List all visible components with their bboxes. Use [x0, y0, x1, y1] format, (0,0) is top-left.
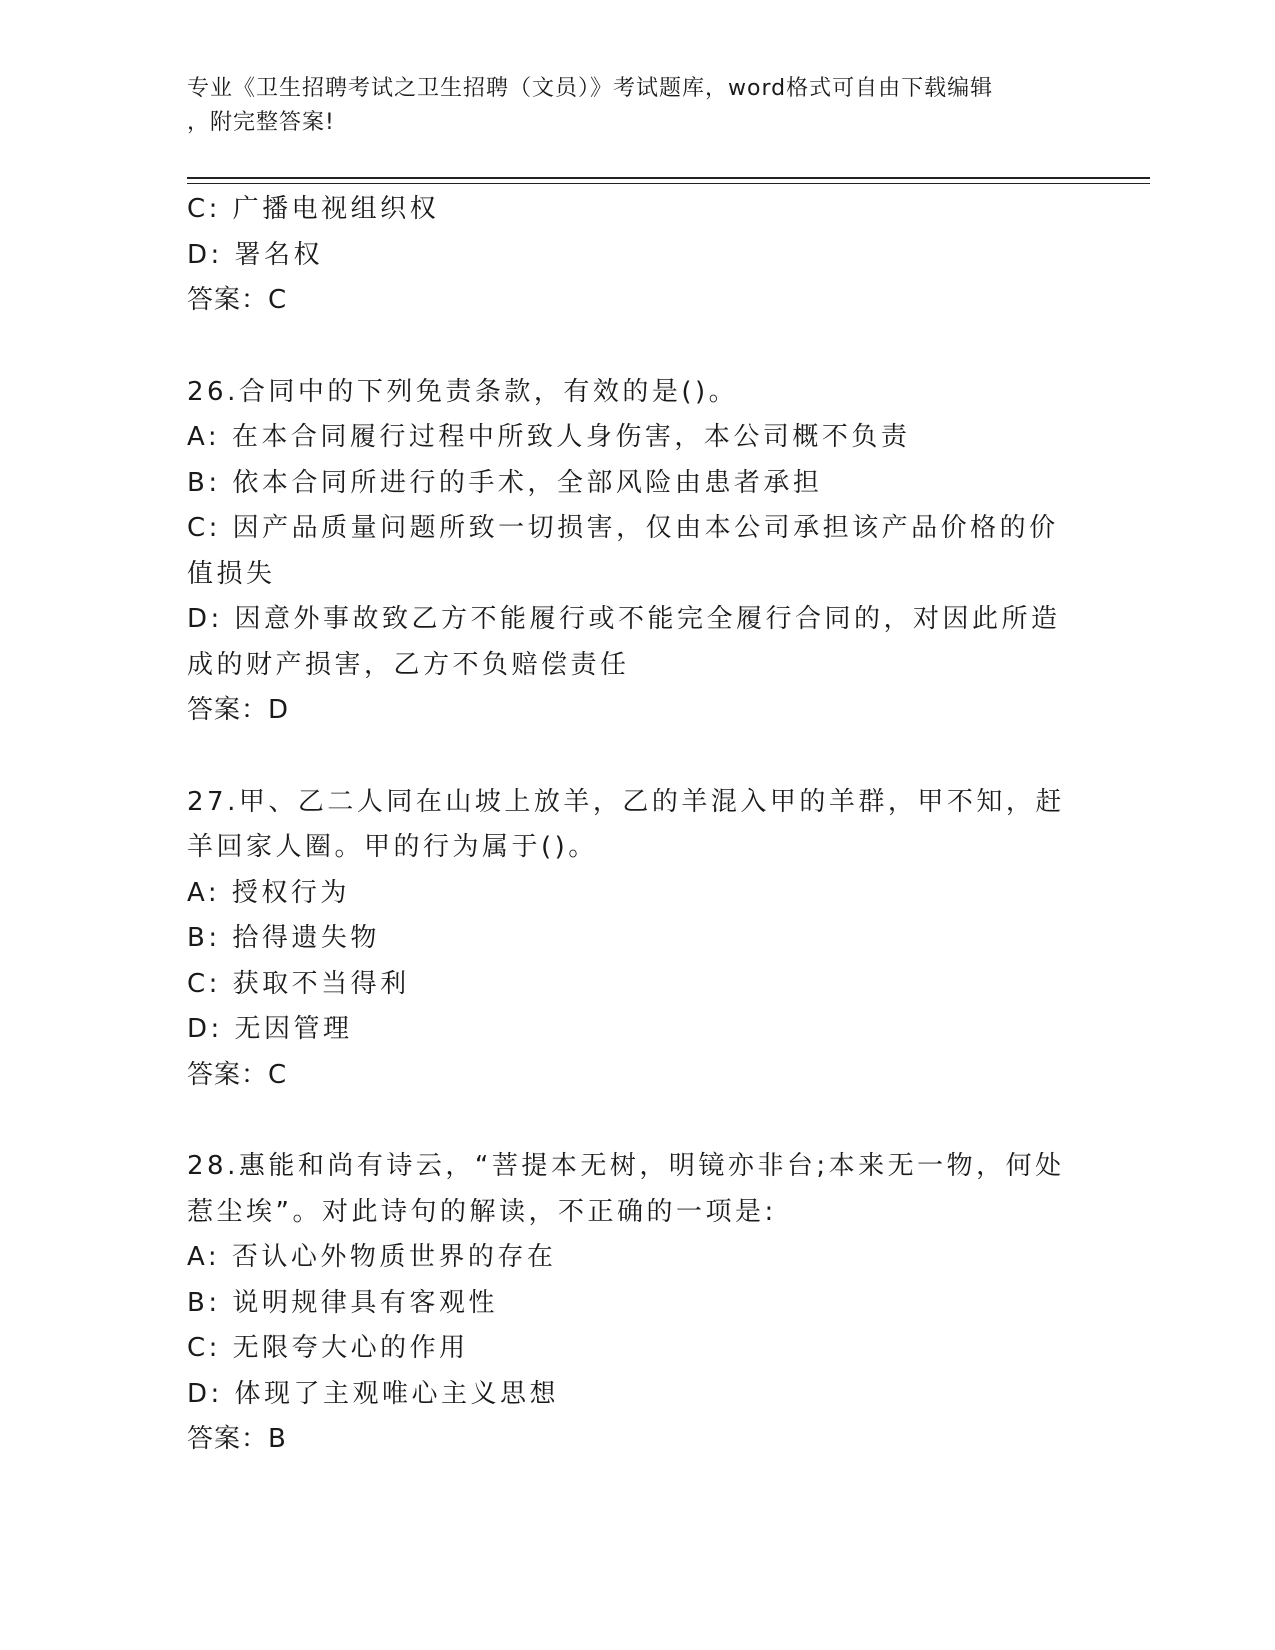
spacer: [187, 1098, 1087, 1144]
option-d: D: 体现了主观唯心主义思想: [187, 1378, 560, 1409]
option-c: C: 因产品质量问题所致一切损害，仅由本公司承担该产品价格的价值损失: [187, 513, 1059, 589]
option-c: C: 无限夸大心的作用: [187, 1333, 469, 1363]
document-header: [187, 72, 1067, 140]
option-d: D: 无因管理: [187, 1014, 353, 1044]
header-line-1: 专业《卫生招聘考试之卫生招聘（文员）》考试题库，word格式可自由下载编辑: [187, 76, 994, 101]
answer: 答案：C: [187, 1059, 288, 1090]
question-25-tail: [187, 187, 1087, 324]
question-28: [187, 1144, 1087, 1463]
option-a: A: 授权行为: [187, 877, 350, 908]
question-stem: 26.合同中的下列免责条款，有效的是()。: [187, 376, 739, 407]
option-a: A: 在本合同履行过程中所致人身伤害，本公司概不负责: [187, 422, 911, 452]
question-26: [187, 370, 1087, 734]
question-27: [187, 780, 1087, 1099]
answer: 答案：C: [187, 285, 288, 315]
answer: 答案：B: [187, 1424, 287, 1454]
question-stem: 28.惠能和尚有诗云，“菩提本无树，明镜亦非台;本来无一物，何处惹尘埃”。对此诗句的解读，不正确的一项是:: [187, 1151, 1065, 1227]
option-b: B: 说明规律具有客观性: [187, 1287, 498, 1318]
option-c: C: 获取不当得利: [187, 968, 410, 999]
header-divider-thin: [187, 183, 1150, 184]
answer: 答案：D: [187, 695, 290, 725]
header-line-2: ，附完整答案!: [187, 110, 335, 135]
option-d: D: 因意外事故致乙方不能履行或不能完全履行合同的，对因此所造成的财产损害，乙方不负赔偿责任: [187, 604, 1061, 680]
spacer: [187, 734, 1087, 780]
option-c: C: 广播电视组织权: [187, 194, 440, 224]
question-list: [187, 187, 1087, 1463]
option-b: B: 拾得遗失物: [187, 923, 380, 953]
option-a: A: 否认心外物质世界的存在: [187, 1242, 557, 1272]
option-d: D: 署名权: [187, 239, 324, 270]
question-stem: 27.甲、乙二人同在山坡上放羊，乙的羊混入甲的羊群，甲不知，赶羊回家人圈。甲的行为属于()。: [187, 786, 1065, 862]
spacer: [187, 324, 1087, 370]
header-divider-thick: [187, 177, 1150, 179]
option-b: B: 依本合同所进行的手术，全部风险由患者承担: [187, 467, 823, 498]
